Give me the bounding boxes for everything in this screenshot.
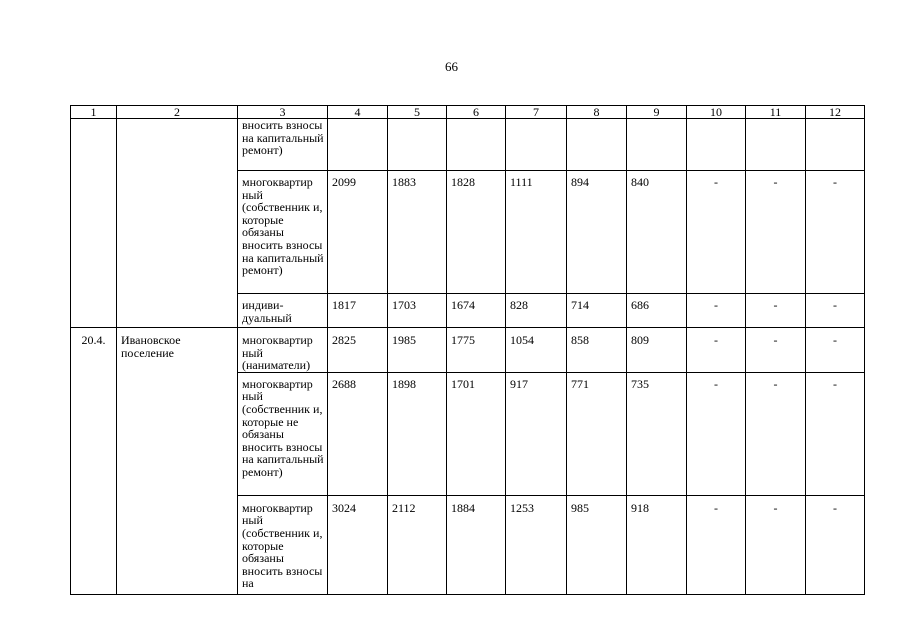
value-cell: 735	[627, 372, 687, 495]
value-cell: 1111	[506, 171, 567, 294]
value-cell	[687, 119, 746, 171]
value-cell: 1253	[506, 495, 567, 594]
value-cell: 1898	[388, 372, 447, 495]
value-cell: -	[687, 171, 746, 294]
value-cell: -	[746, 328, 806, 373]
value-cell: 1775	[447, 328, 506, 373]
value-cell: 1054	[506, 328, 567, 373]
column-header: 4	[328, 106, 388, 119]
value-cell: 2099	[328, 171, 388, 294]
value-cell: 985	[567, 495, 627, 594]
value-cell	[328, 119, 388, 171]
value-cell: -	[746, 294, 806, 328]
value-cell: 1817	[328, 294, 388, 328]
housing-type-cell: многоквартир ный (собственник и, которые обязаны вносить взносы на капитальный ремонт)	[238, 171, 328, 294]
value-cell: -	[687, 294, 746, 328]
value-cell: 2112	[388, 495, 447, 594]
housing-type-cell	[238, 328, 328, 373]
column-header: 1	[71, 106, 117, 119]
column-header: 8	[567, 106, 627, 119]
column-header: 3	[238, 106, 328, 119]
column-header: 2	[117, 106, 238, 119]
column-header: 9	[627, 106, 687, 119]
tariff-table	[70, 105, 865, 595]
housing-type-text: многоквартир ный (наниматели)	[242, 333, 313, 373]
value-cell: 918	[627, 495, 687, 594]
table-row	[71, 328, 865, 373]
value-cell: -	[746, 171, 806, 294]
value-cell	[506, 119, 567, 171]
value-cell	[627, 119, 687, 171]
value-cell: 1674	[447, 294, 506, 328]
value-cell: 1883	[388, 171, 447, 294]
value-cell: 1985	[388, 328, 447, 373]
value-cell: -	[746, 495, 806, 594]
value-cell: 917	[506, 372, 567, 495]
value-cell: -	[687, 495, 746, 594]
column-header: 5	[388, 106, 447, 119]
value-cell: -	[687, 328, 746, 373]
value-cell: 858	[567, 328, 627, 373]
table-header-row	[71, 106, 865, 119]
value-cell	[746, 119, 806, 171]
page-number: 66	[445, 59, 458, 74]
value-cell	[806, 119, 865, 171]
value-cell: -	[806, 495, 865, 594]
value-cell: 1701	[447, 372, 506, 495]
value-cell: -	[806, 294, 865, 328]
value-cell: 714	[567, 294, 627, 328]
column-header: 6	[447, 106, 506, 119]
housing-type-cell: многоквартир ный (собственник и, которые не обязаны вносить взносы на капитальный ремонт)	[238, 372, 328, 495]
column-header: 10	[687, 106, 746, 119]
housing-type-cell: многоквартир ный (собственник и, которые обязаны вносить взносы на	[238, 495, 328, 594]
value-cell: 809	[627, 328, 687, 373]
value-cell: 2825	[328, 328, 388, 373]
value-cell: 894	[567, 171, 627, 294]
row-number-cell	[71, 119, 117, 328]
housing-type-cell: вносить взносы на капитальный ремонт)	[238, 119, 328, 171]
value-cell: -	[806, 372, 865, 495]
value-cell: -	[746, 372, 806, 495]
value-cell	[447, 119, 506, 171]
value-cell: 1828	[447, 171, 506, 294]
value-cell: -	[806, 171, 865, 294]
value-cell: 828	[506, 294, 567, 328]
housing-type-cell: индиви- дуальный	[238, 294, 328, 328]
column-header: 12	[806, 106, 865, 119]
value-cell: 686	[627, 294, 687, 328]
value-cell: 840	[627, 171, 687, 294]
value-cell	[567, 119, 627, 171]
settlement-cell	[117, 119, 238, 328]
column-header: 11	[746, 106, 806, 119]
value-cell: 1884	[447, 495, 506, 594]
table-row	[71, 119, 865, 171]
value-cell: -	[806, 328, 865, 373]
value-cell: 2688	[328, 372, 388, 495]
value-cell: 771	[567, 372, 627, 495]
value-cell: 1703	[388, 294, 447, 328]
value-cell: 3024	[328, 495, 388, 594]
row-number-cell: 20.4.	[71, 328, 117, 595]
settlement-cell: Ивановское поселение	[117, 328, 238, 595]
column-header: 7	[506, 106, 567, 119]
value-cell	[388, 119, 447, 171]
value-cell: -	[687, 372, 746, 495]
